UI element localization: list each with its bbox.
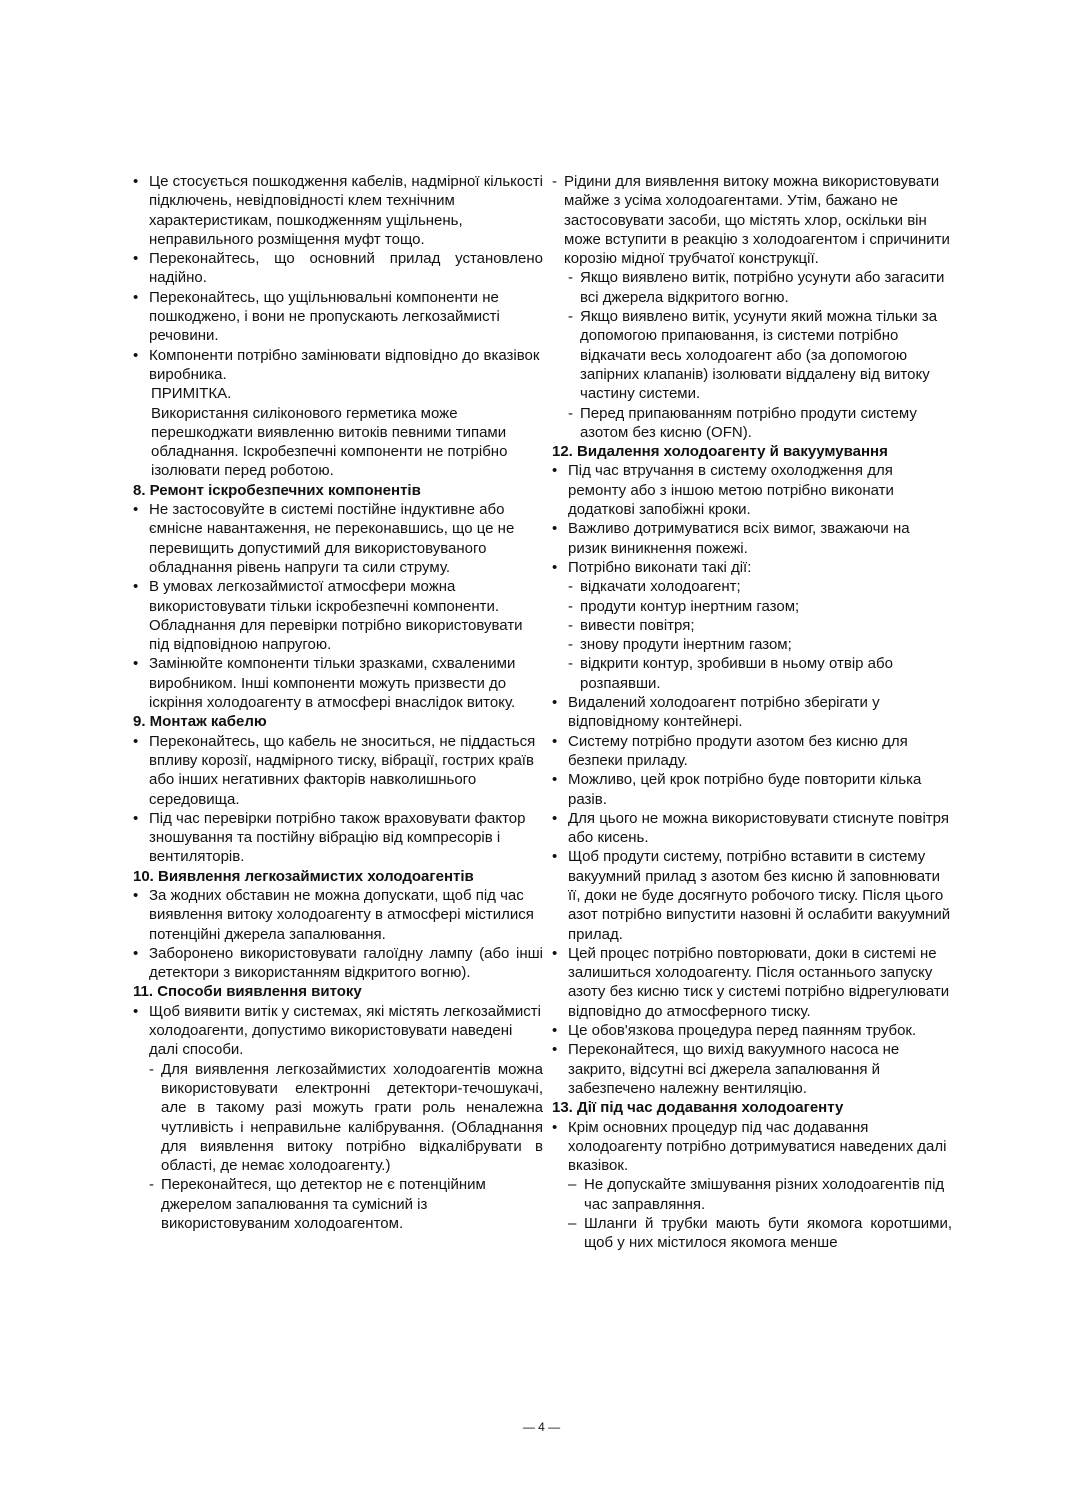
bullet-installed: • Переконайтесь, що основний прилад установлено надійно. [133,249,543,288]
section-12-step: - відкрити контур, зробивши в ньому отвір або розпаявши. [568,654,952,693]
bullet-cables: • Це стосується пошкодження кабелів, надмірної кількості підключень, невідповідності клем технічним характеристикам, пошкодженням ущільнень, неправильного розміщення муфт тощо. [133,172,543,249]
section-12-item: • Важливо дотримуватися всіх вимог, зважаючи на ризик виникнення пожежі. [552,519,952,558]
note-text: Використання силіконового герметика може перешкоджати виявленню витоків певними типами обладнання. Іскробезпечні компоненти не потрібно ізолювати перед роботою. [151,404,508,480]
section-9-heading: 9. Монтаж кабелю [133,713,267,731]
section-12-item: • Переконайтеся, що вихід вакуумного насоса не закрито, відсутні всі джерела запалювання й забезпечено належну вентиляцію. [552,1040,952,1098]
section-12-step: - вивести повітря; [568,616,952,635]
section-12-step: - продути контур інертним газом; [568,597,952,616]
leak-fluids-item: - Рідини для виявлення витоку можна використовувати майже з усіма холодоагентами. Утім, бажано не застосовувати засоби, що містять хлор, оскільки він може вступити в реакцію з холодоагентом і спричинити корозію мідної трубчатої конструкції. [552,172,952,268]
section-12-item: • Видалений холодоагент потрібно зберігати у відповідному контейнері. [552,693,952,732]
section-10-heading: 10. Виявлення легкозаймистих холодоагентів [133,867,474,885]
section-10-item: • За жодних обставин не можна допускати, щоб під час виявлення витоку холодоагенту в атмосфері містилися потенційні джерела запалювання. [133,886,543,944]
section-11-sub-item: - Для виявлення легкозаймистих холодоагентів можна використовувати електронні детектори-течошукачі, але в такому разі можуть грати роль неналежна чутливість і неправильне калібрування. (Обладнання для виявлення витоку потрібно відкалібрувати в області, де немає холодоагенту.) [149,1060,543,1176]
section-8-item: • Замінюйте компоненти тільки зразками, схваленими виробником. Інші компоненти можуть призвести до іскріння холодоагенту в атмосфері внаслідок витоку. [133,654,543,712]
section-13-sub-item: – Шланги й трубки мають бути якомога коротшими, щоб у них містилося якомога менше [568,1214,952,1253]
section-12-item: • Щоб продути систему, потрібно вставити в систему вакуумний прилад з азотом без кисню й заповнювати її, доки не буде досягнуто робочого тиску. Після цього азот потрібно випустити назовні й ослабити вакуумний прилад. [552,847,952,943]
section-10-item: • Заборонено використовувати галоїдну лампу (або інші детектори з використанням відкритого вогню). [133,944,543,983]
leak-solder-item: - Якщо виявлено витік, усунути який можна тільки за допомогою припаювання, із системи потрібно відкачати весь холодоагент або (за допомогою запірних клапанів) ізолювати віддалену від витоку частину системи. [568,307,952,403]
section-12-item: • Це обов'язкова процедура перед паянням трубок. [552,1021,952,1040]
section-12-heading: 12. Видалення холодоагенту й вакуумування [552,443,888,461]
section-12-item: • Систему потрібно продути азотом без кисню для безпеки приладу. [552,732,952,771]
section-8-heading: 8. Ремонт іскробезпечних компонентів [133,481,421,499]
section-12-step: - відкачати холодоагент; [568,577,952,596]
section-11-heading: 11. Способи виявлення витоку [133,983,362,1001]
section-12-item: • Для цього не можна використовувати стиснуте повітря або кисень. [552,809,952,848]
section-9-item: • Під час перевірки потрібно також враховувати фактор зношування та постійну вібрацію від компресорів і вентиляторів. [133,809,543,867]
section-12-item: • Цей процес потрібно повторювати, доки в системі не залишиться холодоагенту. Після останнього запуску азоту без кисню тиск у системі потрібно відрегулювати відповідно до атмосферного тиску. [552,944,952,1021]
section-9-item: • Переконайтесь, що кабель не зноситься, не піддасться впливу корозії, надмірного тиску, вібрації, гострих країв або інших негативних факторів навколишнього середовища. [133,732,543,809]
section-11-item: • Щоб виявити витік у системах, які містять легкозаймисті холодоагенти, допустимо використовувати наведені далі способи. [133,1002,543,1060]
section-11-sub-item: - Переконайтеся, що детектор не є потенційним джерелом запалювання та сумісний із використовуваним холодоагентом. [149,1175,543,1233]
note-label: ПРИМІТКА. [151,385,232,403]
section-8-item: • В умовах легкозаймистої атмосфери можна використовувати тільки іскробезпечні компоненти. Обладнання для перевірки потрібно використовувати під відповідною напругою. [133,577,543,654]
leak-found-item: - Якщо виявлено витік, потрібно усунути або загасити всі джерела відкритого вогню. [568,268,952,307]
bullet-seals: • Переконайтесь, що ущільнювальні компоненти не пошкоджено, і вони не пропускають легкозаймисті речовини. [133,288,543,346]
section-12-item: • Під час втручання в систему охолодження для ремонту або з іншою метою потрібно виконати додаткові запобіжні кроки. [552,461,952,519]
section-12-step: - знову продути інертним газом; [568,635,952,654]
section-13-item: • Крім основних процедур під час додавання холодоагенту потрібно дотримуватися наведених далі вказівок. [552,1118,952,1176]
section-13-heading: 13. Дії під час додавання холодоагенту [552,1099,844,1117]
left-column [133,172,543,1233]
section-12-item: • Можливо, цей крок потрібно буде повторити кілька разів. [552,770,952,809]
page-number: — 4 — [522,1420,561,1434]
bullet-replace: • Компоненти потрібно замінювати відповідно до вказівок виробника. [133,346,543,385]
purge-item: - Перед припаюванням потрібно продути систему азотом без кисню (OFN). [568,404,952,443]
section-12-item: • Потрібно виконати такі дії: [552,558,952,577]
section-13-sub-item: – Не допускайте змішування різних холодоагентів під час заправляння. [568,1175,952,1214]
section-8-item: • Не застосовуйте в системі постійне індуктивне або ємнісне навантаження, не переконавшись, що це не перевищить допустимий для використовуваного обладнання рівень напруги та сили струму. [133,500,543,577]
right-column [552,172,952,1253]
